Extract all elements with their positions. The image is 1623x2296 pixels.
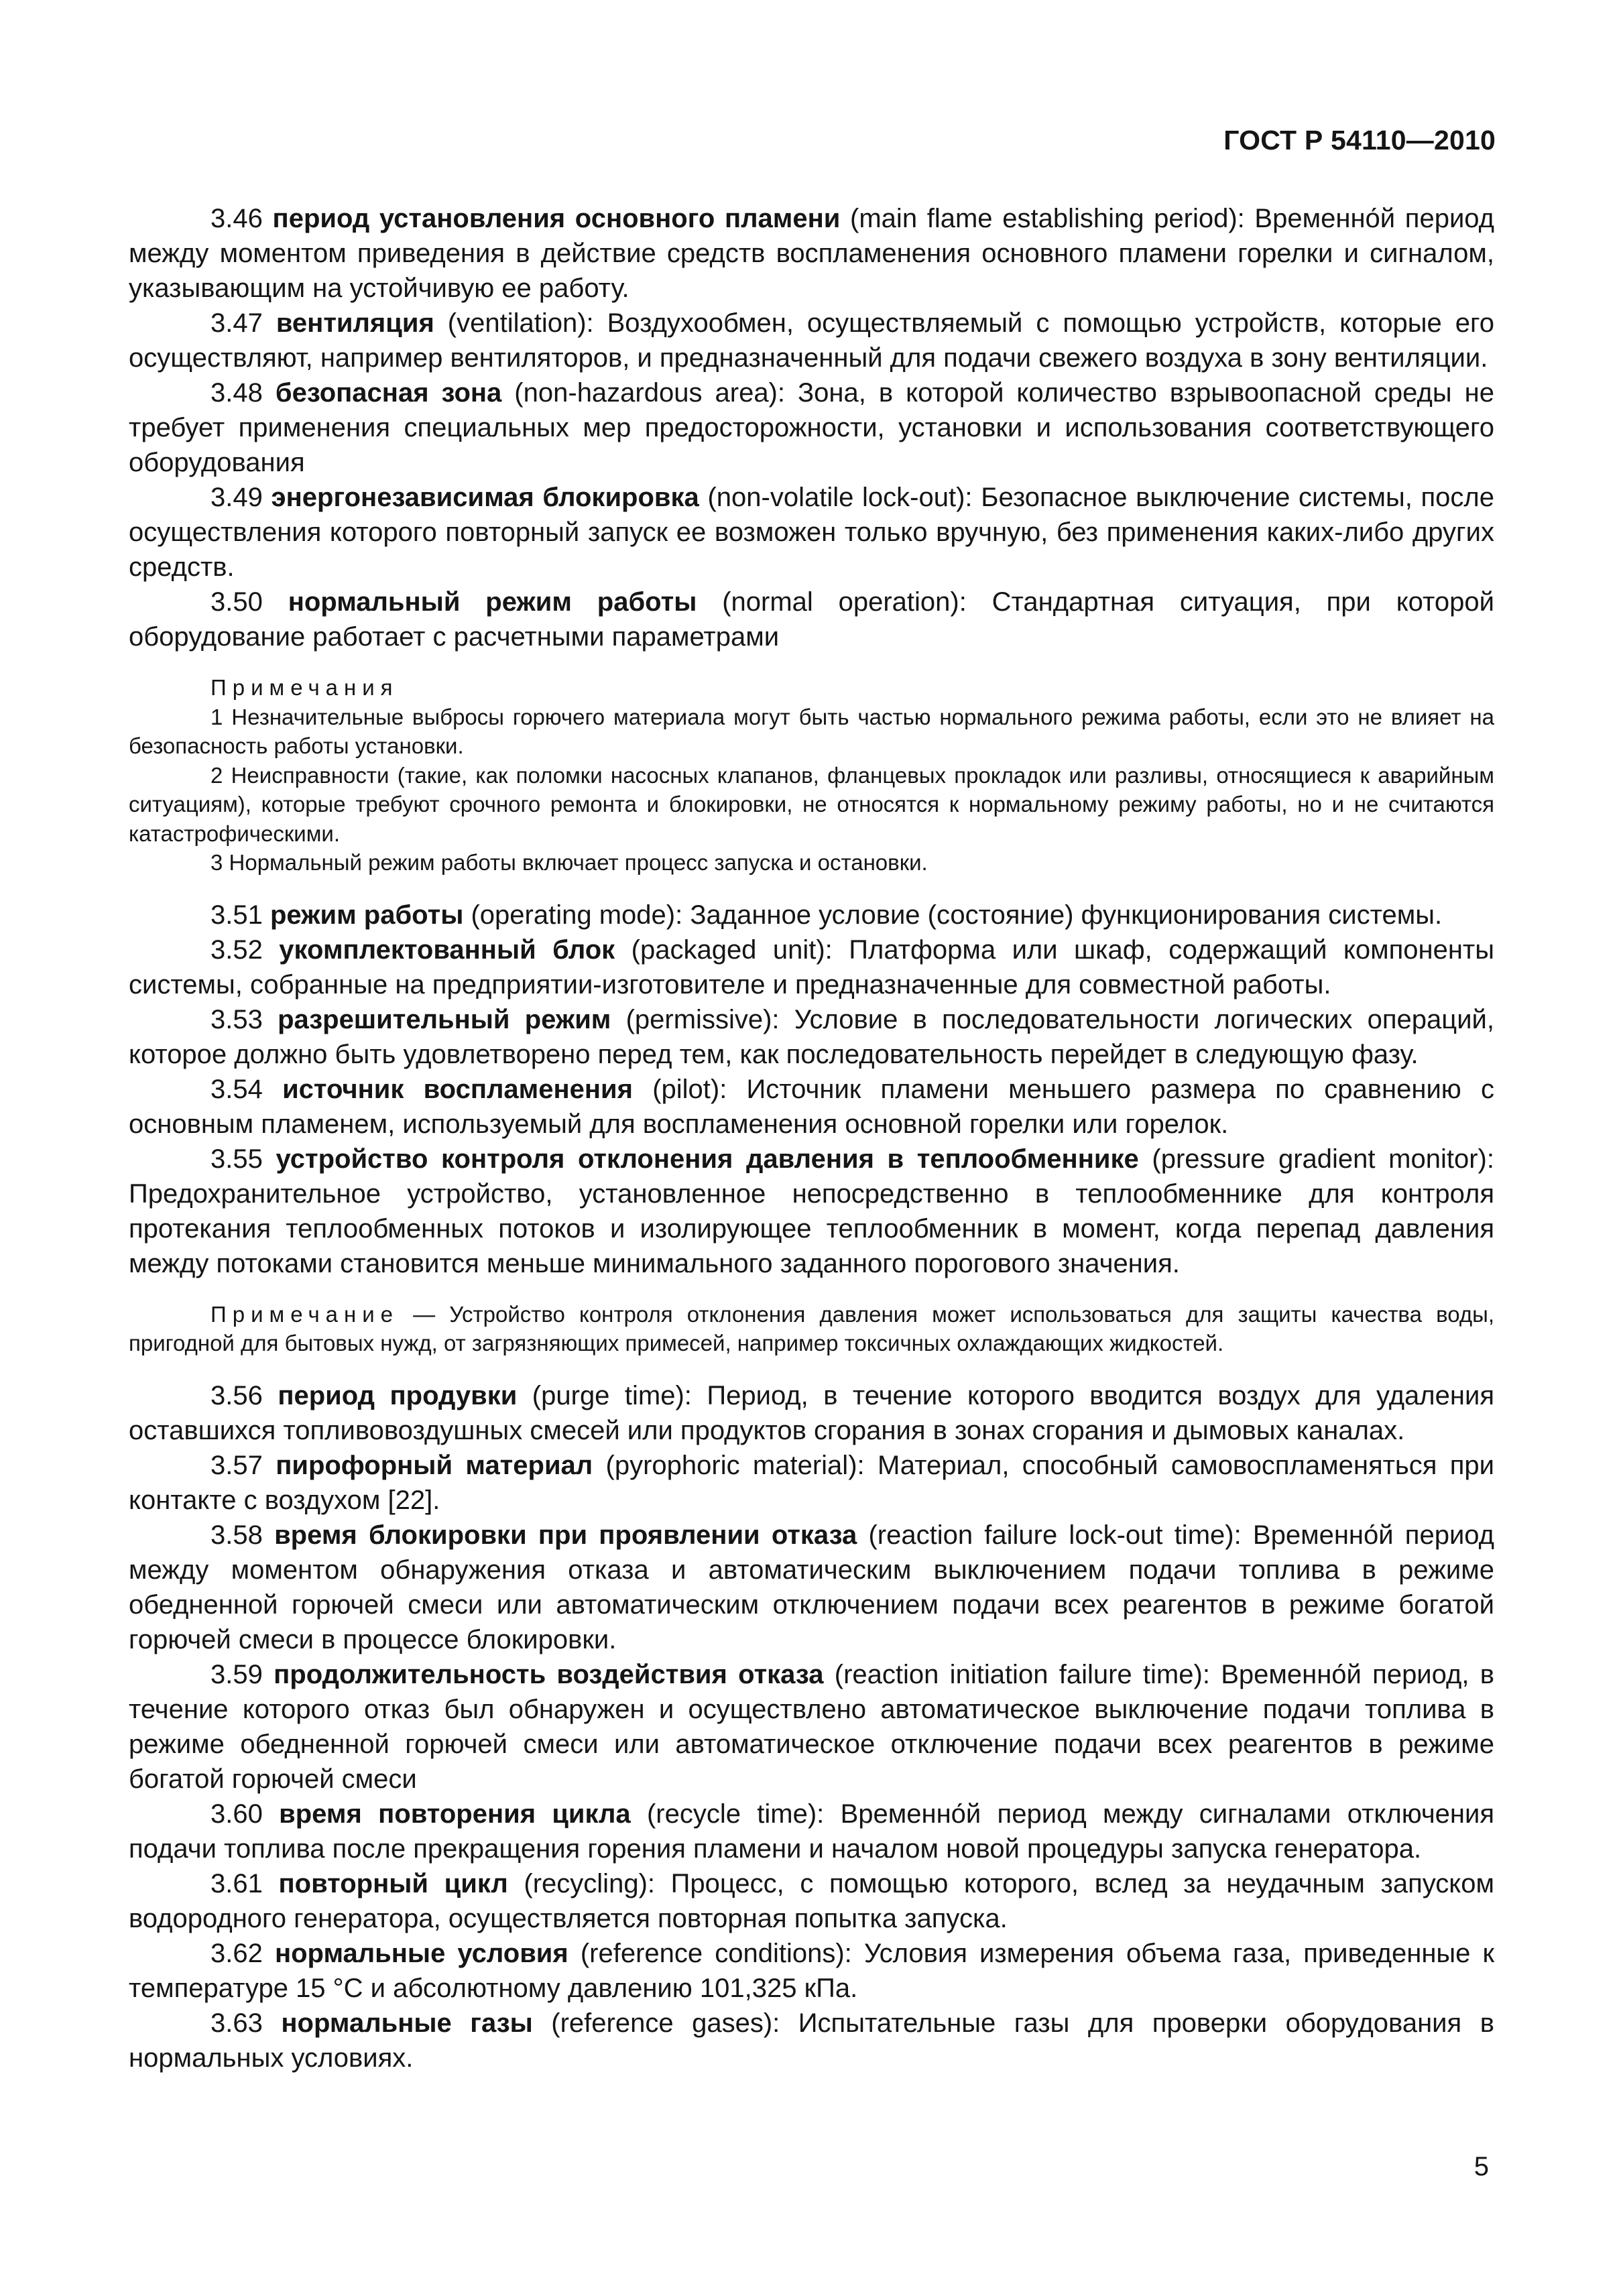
term-name: нормальные газы [281, 2008, 533, 2038]
term-name: нормальный режим работы [288, 587, 697, 617]
term-definition: (packaged unit): Платформа или шкаф, содержащий компоненты системы, собранные на предприятии-изготовителе и предназначенные для совместной работы. [129, 934, 1494, 1000]
term-name: период продувки [278, 1380, 518, 1410]
term-name: энергонезависимая блокировка [271, 483, 699, 512]
term-number: 3.61 [211, 1868, 263, 1898]
term-definition: (pilot): Источник пламени меньшего размера по сравнению с основным пламенем, используемый для воспламенения основной горелки или горелок. [129, 1074, 1494, 1139]
term-entry [129, 1657, 1494, 1797]
term-number: 3.49 [211, 483, 263, 512]
term-definition: (recycling): Процесс, с помощью которого, вслед за неудачным запуском водородного генератора, осуществляется повторная попытка запуска. [129, 1868, 1494, 1933]
term-number: 3.47 [211, 308, 263, 338]
term-number: 3.46 [211, 204, 263, 233]
term-entry [129, 1002, 1494, 1072]
term-name: период установления основного пламени [272, 204, 841, 233]
term-name: источник воспламенения [282, 1074, 633, 1104]
term-entry [129, 898, 1494, 932]
term-name: пирофорный материал [276, 1450, 593, 1480]
term-name: безопасная зона [275, 378, 502, 408]
term-definition: (purge time): Период, в течение которого вводится воздух для удаления оставшихся топливовоздушных смесей или продуктов сгорания в зонах сгорания и дымовых каналах. [129, 1380, 1494, 1445]
term-number: 3.53 [211, 1004, 263, 1034]
term-entry [129, 1518, 1494, 1657]
term-definition: (permissive): Условие в последовательности логических операций, которое должно быть удовлетворено перед тем, как последовательность перейдет в следующую фазу. [129, 1004, 1494, 1069]
term-number: 3.63 [211, 2008, 263, 2038]
term-definition: (reference conditions): Условия измерения объема газа, приведенные к температуре 15 °С и абсолютному давлению 101,325 кПа. [129, 1938, 1494, 2003]
term-number: 3.51 [211, 900, 263, 930]
terms-group-1 [129, 201, 1494, 654]
document-standard-id: ГОСТ Р 54110—2010 [1223, 125, 1496, 156]
term-entry [129, 585, 1494, 654]
term-number: 3.52 [211, 934, 263, 965]
term-name: повторный цикл [278, 1868, 508, 1898]
term-entry [129, 480, 1494, 585]
term-number: 3.54 [211, 1074, 263, 1104]
term-definition: (operating mode): Заданное условие (состояние) функционирования системы. [463, 900, 1443, 930]
term-definition: (recycle time): Временно́й период между сигналами отключения подачи топлива после прекращения горения пламени и началом новой процедуры запуска генератора. [129, 1799, 1494, 1864]
term-entry [129, 306, 1494, 375]
term-name: разрешительный режим [278, 1004, 611, 1034]
term-definition: (main flame establishing period): Временно́й период между моментом приведения в действие средств воспламенения основного пламени горелки и сигналом, указывающим на устойчивую ее работу. [129, 204, 1494, 303]
term-entry [129, 1448, 1494, 1518]
term-definition: (non-hazardous area): Зона, в которой количество взрывоопасной среды не требует применения специальных мер предосторожности, установки и использования соответствующего оборудования [129, 378, 1494, 477]
term-number: 3.58 [211, 1520, 263, 1550]
term-number: 3.60 [211, 1799, 263, 1829]
term-number: 3.55 [211, 1144, 263, 1174]
term-definition: (normal operation): Стандартная ситуация, при которой оборудование работает с расчетными параметрами [129, 587, 1494, 652]
term-definition: (ventilation): Воздухообмен, осуществляемый с помощью устройств, которые его осуществляют, например вентиляторов, и предназначенный для подачи свежего воздуха в зону вентиляции. [129, 308, 1494, 373]
page-number: 5 [1474, 2152, 1489, 2181]
term-definition: (pressure gradient monitor): Предохранительное устройство, установленное непосредственно в теплообменнике для контроля протекания теплообменных потоков и изолирующее теплообменник в момент, когда перепад давления между потоками становится меньше минимального заданного порогового значения. [129, 1144, 1494, 1278]
term-name: режим работы [269, 900, 464, 930]
term-number: 3.62 [211, 1938, 263, 1968]
term-number: 3.48 [211, 378, 263, 408]
term-definition: (non-volatile lock-out): Безопасное выключение системы, после осуществления которого повторный запуск ее возможен только вручную, без применения каких-либо других средств. [129, 483, 1494, 582]
term-name: устройство контроля отклонения давления в теплообменнике [276, 1144, 1139, 1174]
term-entry [129, 1142, 1494, 1281]
term-entry [129, 932, 1494, 1002]
term-entry [129, 1072, 1494, 1142]
inline-note-text: — Устройство контроля отклонения давления может использоваться для защиты качества воды, пригодной для бытовых нужд, от загрязняющих примесей, например токсичных охлаждающих жидкостей. [129, 1301, 1494, 1355]
term-number: 3.56 [211, 1380, 263, 1410]
note-item: 1 Незначительные выбросы горючего материала могут быть частью нормального режима работы, если это не влияет на безопасность работы установки. [129, 704, 1494, 758]
inline-note [129, 1300, 1494, 1358]
notes-title: Примечания [211, 675, 399, 700]
term-number: 3.50 [211, 587, 263, 617]
terms-group-3 [129, 1378, 1494, 2075]
term-definition: (reaction failure lock-out time): Временно́й период между моментом обнаружения отказа и автоматическим выключением подачи топлива в режиме обедненной горючей смеси или автоматическим отключением подачи всех реагентов в режиме богатой горючей смеси в процессе блокировки. [129, 1520, 1495, 1654]
term-definition: (pyrophoric material): Материал, способный самовоспламеняться при контакте с воздухом [22]. [129, 1450, 1494, 1515]
terms-group-2 [129, 898, 1494, 1281]
term-number: 3.59 [211, 1659, 263, 1689]
term-name: время повторения цикла [279, 1799, 631, 1829]
term-number: 3.57 [211, 1450, 263, 1480]
term-entry [129, 1936, 1494, 2006]
document-body [129, 127, 1494, 2075]
notes-block [129, 673, 1494, 878]
term-entry [129, 375, 1494, 480]
term-name: вентиляция [276, 308, 434, 338]
term-definition: (reaction initiation failure time): Временно́й период, в течение которого отказ был обнаружен и осуществлено автоматическое выключение подачи топлива в режиме обедненной горючей смеси или автоматическое отключение подачи всех реагентов в режиме богатой горючей смеси [129, 1659, 1494, 1794]
term-definition: (reference gases): Испытательные газы для проверки оборудования в нормальных условиях. [129, 2008, 1494, 2073]
term-entry [129, 1797, 1494, 1866]
term-entry [129, 2006, 1494, 2075]
term-name: укомплектованный блок [279, 934, 615, 965]
term-entry [129, 201, 1494, 306]
term-name: нормальные условия [274, 1938, 568, 1968]
term-name: время блокировки при проявлении отказа [274, 1520, 857, 1550]
inline-note-label: Примечание [211, 1301, 400, 1327]
term-entry [129, 1378, 1494, 1448]
term-name: продолжительность воздействия отказа [274, 1659, 824, 1689]
term-entry [129, 1866, 1494, 1936]
note-item: 3 Нормальный режим работы включает процесс запуска и остановки. [211, 850, 928, 875]
note-item: 2 Неисправности (такие, как поломки насосных клапанов, фланцевых прокладок или разливы, относящиеся к аварийным ситуациям), которые требуют срочного ремонта и блокировки, не относятся к нормальному режиму работы, но и не считаются катастрофическими. [129, 762, 1494, 846]
